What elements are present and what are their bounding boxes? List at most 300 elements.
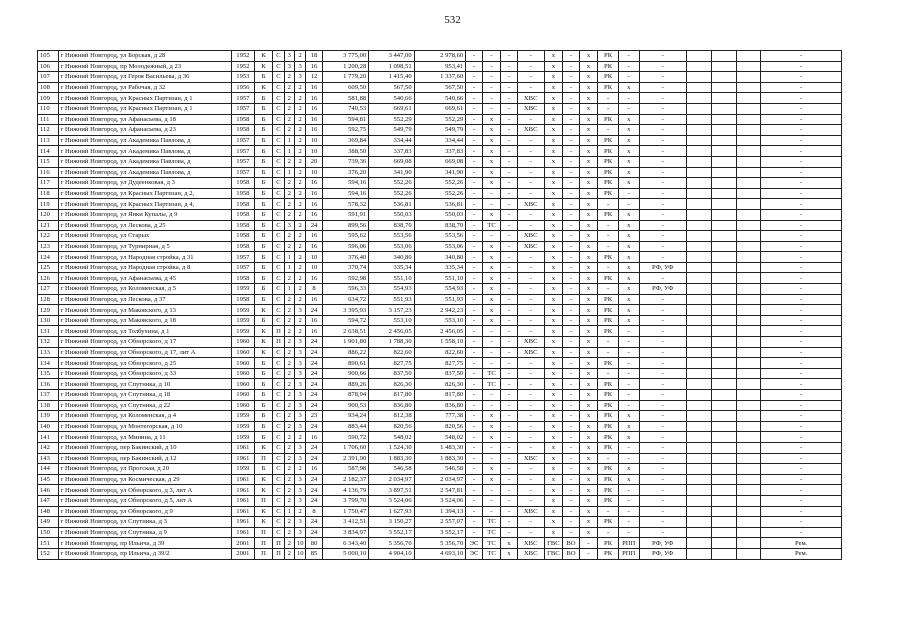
remark-cell: -	[761, 156, 842, 167]
hot-water-cell: х	[544, 51, 563, 62]
hot-water-cell: х	[544, 220, 563, 231]
entrances-cell: 2	[284, 368, 294, 379]
extra-2-cell	[711, 178, 736, 189]
extra-1-cell	[687, 495, 712, 506]
cold-water-cell: ХВС	[517, 103, 544, 114]
remark-cell: -	[761, 517, 842, 528]
power-supply-cell: -	[466, 146, 483, 157]
living-area-cell: 552,29	[369, 114, 414, 125]
floors-cell: 2	[294, 167, 305, 178]
entrances-cell: 2	[284, 273, 294, 284]
floors-cell: 3	[294, 485, 305, 496]
total-area-cell: 5 000,10	[322, 548, 368, 559]
residential-area-cell: 337,83	[414, 146, 466, 157]
windows-cell: РФ, УФ	[639, 284, 686, 295]
ventilation-cell: х	[579, 125, 598, 136]
facade-cell: х	[618, 262, 639, 273]
ventilation-cell: х	[579, 411, 598, 422]
floors-cell: 2	[294, 156, 305, 167]
apartments-cell: 24	[306, 527, 323, 538]
extra-3-cell	[736, 347, 761, 358]
living-area-cell: 335,34	[369, 262, 414, 273]
row-number-cell: 113	[38, 135, 59, 146]
extra-3-cell	[736, 284, 761, 295]
remark-cell: -	[761, 390, 842, 401]
power-supply-cell: -	[466, 442, 483, 453]
residential-area-cell: 836,80	[414, 400, 466, 411]
extra-1-cell	[687, 485, 712, 496]
sewerage-cell: -	[563, 326, 580, 337]
wall-material-cell: Б	[254, 72, 273, 83]
cold-water-cell: -	[517, 326, 544, 337]
row-number-cell: 143	[38, 453, 59, 464]
hot-water-cell: х	[544, 411, 563, 422]
remark-cell: -	[761, 273, 842, 284]
table-row	[38, 103, 842, 114]
windows-cell: -	[639, 400, 686, 411]
gas-cell: -	[501, 358, 518, 369]
ventilation-cell: х	[579, 178, 598, 189]
hot-water-cell: х	[544, 315, 563, 326]
project-type-cell: С	[273, 199, 284, 210]
hot-water-cell: х	[544, 326, 563, 337]
cold-water-cell: -	[517, 305, 544, 316]
sewerage-cell: -	[563, 178, 580, 189]
table-row	[38, 125, 842, 136]
windows-cell: РФ, УФ	[639, 262, 686, 273]
extra-2-cell	[711, 273, 736, 284]
project-type-cell: С	[273, 125, 284, 136]
facade-cell: РПП	[618, 548, 639, 559]
apartments-cell: 24	[306, 474, 323, 485]
extra-2-cell	[711, 411, 736, 422]
power-supply-cell: -	[466, 262, 483, 273]
extra-3-cell	[736, 379, 761, 390]
extra-2-cell	[711, 231, 736, 242]
floors-cell: 2	[294, 220, 305, 231]
ventilation-cell: х	[579, 390, 598, 401]
entrances-cell: 2	[284, 390, 294, 401]
extra-2-cell	[711, 209, 736, 220]
gas-cell: -	[501, 305, 518, 316]
power-supply-cell: -	[466, 495, 483, 506]
entrances-cell: 3	[284, 61, 294, 72]
remark-cell: -	[761, 93, 842, 104]
power-supply-cell: -	[466, 220, 483, 231]
roof-cell: -	[598, 347, 619, 358]
ventilation-cell: х	[579, 82, 598, 93]
ventilation-cell: х	[579, 114, 598, 125]
wall-material-cell: Б	[254, 199, 273, 210]
living-area-cell: 836,80	[369, 400, 414, 411]
gas-cell: -	[501, 188, 518, 199]
table-row	[38, 390, 842, 401]
roof-cell: РК	[598, 495, 619, 506]
address-cell: г Нижний Новгород, ул Спутника, д 18	[58, 390, 231, 401]
apartments-cell: 85	[306, 548, 323, 559]
project-type-cell: С	[273, 241, 284, 252]
gas-cell: -	[501, 379, 518, 390]
extra-1-cell	[687, 262, 712, 273]
extra-2-cell	[711, 284, 736, 295]
apartments-cell: 16	[306, 125, 323, 136]
row-number-cell: 122	[38, 231, 59, 242]
hot-water-cell: х	[544, 485, 563, 496]
table-row	[38, 305, 842, 316]
table-row	[38, 453, 842, 464]
ventilation-cell: х	[579, 188, 598, 199]
gas-cell: -	[501, 72, 518, 83]
residential-area-cell: 4 693,10	[414, 548, 466, 559]
project-type-cell: С	[273, 411, 284, 422]
wall-material-cell: Б	[254, 146, 273, 157]
extra-3-cell	[736, 506, 761, 517]
sewerage-cell: -	[563, 199, 580, 210]
power-supply-cell: -	[466, 231, 483, 242]
floors-cell: 3	[294, 379, 305, 390]
project-type-cell: С	[273, 347, 284, 358]
total-area-cell: 591,91	[322, 209, 368, 220]
facade-cell: -	[618, 442, 639, 453]
floors-cell: 2	[294, 93, 305, 104]
gas-cell: -	[501, 220, 518, 231]
extra-1-cell	[687, 72, 712, 83]
address-cell: г Нижний Новгород, ул Обнорского, д 9	[58, 506, 231, 517]
project-type-cell: С	[273, 432, 284, 443]
heating-cell: ТС	[482, 517, 501, 528]
windows-cell: -	[639, 358, 686, 369]
heating-cell: -	[482, 72, 501, 83]
living-area-cell: 1 883,30	[369, 453, 414, 464]
gas-cell: -	[501, 209, 518, 220]
gas-cell: -	[501, 474, 518, 485]
project-type-cell: С	[273, 474, 284, 485]
facade-cell: х	[618, 432, 639, 443]
heating-cell: -	[482, 93, 501, 104]
roof-cell: РК	[598, 421, 619, 432]
windows-cell: -	[639, 146, 686, 157]
ventilation-cell: х	[579, 347, 598, 358]
wall-material-cell: Б	[254, 188, 273, 199]
floors-cell: 3	[294, 358, 305, 369]
heating-cell: х	[482, 209, 501, 220]
address-cell: г Нижний Новгород, ул Космическая, д 29	[58, 474, 231, 485]
floors-cell: 3	[294, 400, 305, 411]
extra-2-cell	[711, 485, 736, 496]
living-area-cell: 826,30	[369, 379, 414, 390]
windows-cell: -	[639, 294, 686, 305]
address-cell: г Нижний Новгород, ул Маковского, д 13	[58, 305, 231, 316]
hot-water-cell: х	[544, 178, 563, 189]
floors-cell: 3	[294, 368, 305, 379]
ventilation-cell: х	[579, 379, 598, 390]
table-row	[38, 432, 842, 443]
residential-area-cell: 551,10	[414, 273, 466, 284]
hot-water-cell: х	[544, 167, 563, 178]
living-area-cell: 3 447,00	[369, 51, 414, 62]
hot-water-cell: х	[544, 61, 563, 72]
cold-water-cell: -	[517, 527, 544, 538]
address-cell: г Нижний Новгород, ул Лескова, д 37	[58, 294, 231, 305]
windows-cell: -	[639, 82, 686, 93]
floors-cell: 3	[294, 390, 305, 401]
wall-material-cell: Б	[254, 421, 273, 432]
windows-cell: -	[639, 464, 686, 475]
roof-cell: РК	[598, 61, 619, 72]
extra-2-cell	[711, 103, 736, 114]
cold-water-cell: ХВС	[517, 347, 544, 358]
residential-area-cell: 1 883,30	[414, 453, 466, 464]
power-supply-cell: -	[466, 368, 483, 379]
extra-3-cell	[736, 411, 761, 422]
total-area-cell: 590,72	[322, 432, 368, 443]
power-supply-cell: -	[466, 315, 483, 326]
residential-area-cell: 5 356,70	[414, 538, 466, 549]
residential-area-cell: 2 557,07	[414, 517, 466, 528]
address-cell: г Нижний Новгород, ул Красных Партизан, д 2,	[58, 188, 231, 199]
extra-2-cell	[711, 474, 736, 485]
facade-cell: -	[618, 93, 639, 104]
facade-cell: х	[618, 135, 639, 146]
power-supply-cell: -	[466, 114, 483, 125]
heating-cell: -	[482, 199, 501, 210]
power-supply-cell: -	[466, 103, 483, 114]
hot-water-cell: х	[544, 241, 563, 252]
apartments-cell: 10	[306, 262, 323, 273]
table-row	[38, 400, 842, 411]
roof-cell: -	[598, 527, 619, 538]
total-area-cell: 594,16	[322, 188, 368, 199]
extra-1-cell	[687, 114, 712, 125]
roof-cell: РК	[598, 294, 619, 305]
cold-water-cell: -	[517, 273, 544, 284]
heating-cell: ТС	[482, 220, 501, 231]
gas-cell: -	[501, 368, 518, 379]
remark-cell: -	[761, 61, 842, 72]
living-area-cell: 341,90	[369, 167, 414, 178]
facade-cell: х	[618, 209, 639, 220]
extra-1-cell	[687, 199, 712, 210]
housing-register-table	[37, 50, 842, 560]
entrances-cell: 2	[284, 72, 294, 83]
ventilation-cell: х	[579, 294, 598, 305]
total-area-cell: 369,84	[322, 135, 368, 146]
roof-cell: -	[598, 103, 619, 114]
floors-cell: 2	[294, 241, 305, 252]
total-area-cell: 376,40	[322, 252, 368, 263]
table-row	[38, 548, 842, 559]
row-number-cell: 125	[38, 262, 59, 273]
entrances-cell: 2	[284, 358, 294, 369]
facade-cell: х	[618, 284, 639, 295]
residential-area-cell: 536,81	[414, 199, 466, 210]
wall-material-cell: К	[254, 506, 273, 517]
floors-cell: 3	[294, 61, 305, 72]
living-area-cell: 2 456,05	[369, 326, 414, 337]
extra-3-cell	[736, 135, 761, 146]
power-supply-cell: -	[466, 305, 483, 316]
heating-cell: х	[482, 464, 501, 475]
cold-water-cell: -	[517, 485, 544, 496]
year-built-cell: 1961	[232, 527, 255, 538]
roof-cell: РК	[598, 135, 619, 146]
extra-3-cell	[736, 72, 761, 83]
extra-3-cell	[736, 326, 761, 337]
address-cell: г Нижний Новгород, ул Академика Павлова, д	[58, 167, 231, 178]
living-area-cell: 3 157,23	[369, 305, 414, 316]
year-built-cell: 1957	[232, 156, 255, 167]
total-area-cell: 581,88	[322, 93, 368, 104]
living-area-cell: 820,56	[369, 421, 414, 432]
remark-cell: -	[761, 400, 842, 411]
remark-cell: -	[761, 199, 842, 210]
row-number-cell: 145	[38, 474, 59, 485]
power-supply-cell: -	[466, 326, 483, 337]
apartments-cell: 16	[306, 315, 323, 326]
wall-material-cell: Б	[254, 209, 273, 220]
total-area-cell: 592,98	[322, 273, 368, 284]
power-supply-cell: -	[466, 188, 483, 199]
entrances-cell: 2	[284, 125, 294, 136]
facade-cell: х	[618, 220, 639, 231]
windows-cell: РФ, УФ	[639, 548, 686, 559]
project-type-cell: С	[273, 273, 284, 284]
residential-area-cell: 837,50	[414, 368, 466, 379]
residential-area-cell: 826,30	[414, 379, 466, 390]
table-row	[38, 379, 842, 390]
address-cell: г Нижний Новгород, ул Афанасьева, д 18	[58, 114, 231, 125]
table-row	[38, 82, 842, 93]
apartments-cell: 24	[306, 400, 323, 411]
extra-1-cell	[687, 241, 712, 252]
facade-cell: -	[618, 495, 639, 506]
facade-cell: -	[618, 390, 639, 401]
ventilation-cell: х	[579, 72, 598, 83]
ventilation-cell: х	[579, 305, 598, 316]
row-number-cell: 139	[38, 411, 59, 422]
extra-3-cell	[736, 315, 761, 326]
sewerage-cell: -	[563, 495, 580, 506]
power-supply-cell: -	[466, 347, 483, 358]
floors-cell: 3	[294, 453, 305, 464]
cold-water-cell: -	[517, 432, 544, 443]
address-cell: г Нижний Новгород, ул Красных Партизан, д 4,	[58, 199, 231, 210]
wall-material-cell: П	[254, 453, 273, 464]
power-supply-cell: -	[466, 156, 483, 167]
wall-material-cell: К	[254, 51, 273, 62]
project-type-cell: С	[273, 51, 284, 62]
gas-cell: -	[501, 231, 518, 242]
gas-cell: -	[501, 337, 518, 348]
year-built-cell: 1958	[232, 231, 255, 242]
power-supply-cell: -	[466, 93, 483, 104]
windows-cell: -	[639, 178, 686, 189]
gas-cell: -	[501, 241, 518, 252]
extra-1-cell	[687, 548, 712, 559]
table-row	[38, 421, 842, 432]
residential-area-cell: 335,34	[414, 262, 466, 273]
facade-cell: х	[618, 146, 639, 157]
address-cell: г Нижний Новгород, ул Борская, д 28	[58, 51, 231, 62]
ventilation-cell: х	[579, 400, 598, 411]
wall-material-cell: К	[254, 442, 273, 453]
sewerage-cell: -	[563, 379, 580, 390]
entrances-cell: 2	[284, 114, 294, 125]
gas-cell: -	[501, 284, 518, 295]
apartments-cell: 20	[306, 156, 323, 167]
roof-cell: РК	[598, 538, 619, 549]
living-area-cell: 1 627,93	[369, 506, 414, 517]
apartments-cell: 16	[306, 199, 323, 210]
wall-material-cell: К	[254, 485, 273, 496]
residential-area-cell: 777,38	[414, 411, 466, 422]
floors-cell: 2	[294, 209, 305, 220]
remark-cell: -	[761, 146, 842, 157]
ventilation-cell: х	[579, 453, 598, 464]
entrances-cell: 2	[284, 82, 294, 93]
apartments-cell: 80	[306, 538, 323, 549]
floors-cell: 2	[294, 464, 305, 475]
apartments-cell: 16	[306, 273, 323, 284]
year-built-cell: 1957	[232, 135, 255, 146]
windows-cell: -	[639, 188, 686, 199]
apartments-cell: 16	[306, 326, 323, 337]
residential-area-cell: 550,03	[414, 209, 466, 220]
remark-cell: -	[761, 135, 842, 146]
wall-material-cell: Б	[254, 252, 273, 263]
table-row	[38, 135, 842, 146]
living-area-cell: 334,44	[369, 135, 414, 146]
table-row	[38, 188, 842, 199]
facade-cell: -	[618, 368, 639, 379]
residential-area-cell: 2 034,97	[414, 474, 466, 485]
extra-3-cell	[736, 273, 761, 284]
roof-cell: -	[598, 368, 619, 379]
apartments-cell: 24	[306, 347, 323, 358]
wall-material-cell: П	[254, 538, 273, 549]
floors-cell: 2	[294, 315, 305, 326]
wall-material-cell: Б	[254, 315, 273, 326]
remark-cell: -	[761, 167, 842, 178]
year-built-cell: 1959	[232, 315, 255, 326]
row-number-cell: 134	[38, 358, 59, 369]
residential-area-cell: 3 552,17	[414, 527, 466, 538]
remark-cell: -	[761, 103, 842, 114]
floors-cell: 2	[294, 506, 305, 517]
cold-water-cell: -	[517, 146, 544, 157]
extra-1-cell	[687, 156, 712, 167]
address-cell: г Нижний Новгород, ул Маковского, д 18	[58, 315, 231, 326]
remark-cell: -	[761, 411, 842, 422]
cold-water-cell: ХВС	[517, 93, 544, 104]
residential-area-cell: 549,79	[414, 125, 466, 136]
address-cell: г Нижний Новгород, ул Минина, д 11	[58, 432, 231, 443]
address-cell: г Нижний Новгород, ул Коломенская, д 5	[58, 284, 231, 295]
roof-cell: РК	[598, 517, 619, 528]
ventilation-cell: х	[579, 337, 598, 348]
apartments-cell: 16	[306, 464, 323, 475]
entrances-cell: 2	[284, 548, 294, 559]
cold-water-cell: -	[517, 358, 544, 369]
extra-1-cell	[687, 135, 712, 146]
ventilation-cell: х	[579, 61, 598, 72]
heating-cell: -	[482, 231, 501, 242]
row-number-cell: 105	[38, 51, 59, 62]
year-built-cell: 1953	[232, 72, 255, 83]
extra-2-cell	[711, 72, 736, 83]
remark-cell: -	[761, 368, 842, 379]
residential-area-cell: 554,93	[414, 284, 466, 295]
